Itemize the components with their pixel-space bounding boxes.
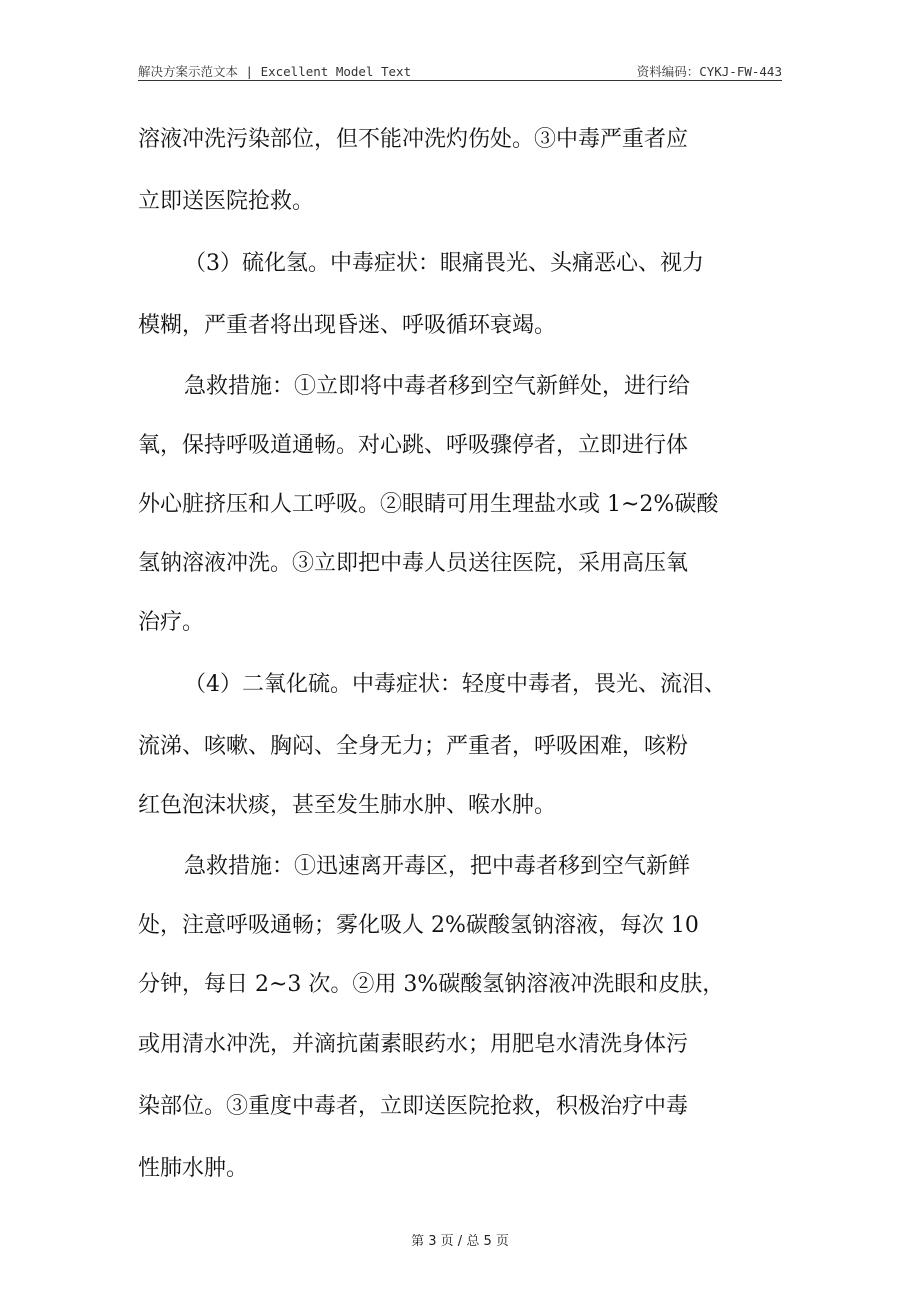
text-line: 红色泡沫状痰，甚至发生肺水肿、喉水肿。 — [138, 793, 557, 818]
page-footer — [0, 1230, 920, 1249]
page-number: 第 3 页 / 总 5 页 — [411, 1234, 509, 1249]
document-code: 资料编码：CYKJ-FW-443 — [636, 64, 782, 79]
text-line: 染部位。③重度中毒者，立即送医院抢救，积极治疗中毒 — [138, 1094, 689, 1119]
text-line: 流涕、咳嗽、胸闷、全身无力；严重者，呼吸困难，咳粉 — [138, 734, 689, 759]
text-line: 治疗。 — [138, 610, 205, 635]
text-line: 急救措施：①迅速离开毒区，把中毒者移到空气新鲜 — [184, 854, 691, 879]
text-line: （3）硫化氢。中毒症状：眼痛畏光、头痛恶心、视力 — [184, 251, 704, 276]
text-line: 处，注意呼吸通畅；雾化吸人 2%碳酸氢钠溶液，每次 10 — [138, 913, 699, 938]
text-line: 氢钠溶液冲洗。③立即把中毒人员送往医院，采用高压氧 — [138, 551, 689, 576]
text-line: 或用清水冲洗，并滴抗菌素眼药水；用肥皂水清洗身体污 — [138, 1032, 689, 1057]
page-header — [138, 58, 782, 81]
text-line: 溶液冲洗污染部位，但不能冲洗灼伤处。③中毒严重者应 — [138, 127, 689, 152]
text-line: 模糊，严重者将出现昏迷、呼吸循环衰竭。 — [138, 313, 557, 338]
header-title: 解决方案示范文本 | Excellent Model Text — [138, 64, 412, 79]
text-line: 外心脏挤压和人工呼吸。②眼睛可用生理盐水或 1~2%碳酸 — [138, 492, 719, 517]
text-line: 立即送医院抢救。 — [138, 189, 315, 214]
text-line: 急救措施：①立即将中毒者移到空气新鲜处，进行给 — [184, 374, 691, 399]
text-line: 氧，保持呼吸道通畅。对心跳、呼吸骤停者，立即进行体 — [138, 433, 689, 458]
text-line: （4）二氧化硫。中毒症状：轻度中毒者，畏光、流泪、 — [184, 672, 726, 697]
text-line: 性肺水肿。 — [138, 1156, 249, 1181]
text-line: 分钟，每日 2~3 次。②用 3%碳酸氢钠溶液冲洗眼和皮肤， — [138, 972, 725, 997]
